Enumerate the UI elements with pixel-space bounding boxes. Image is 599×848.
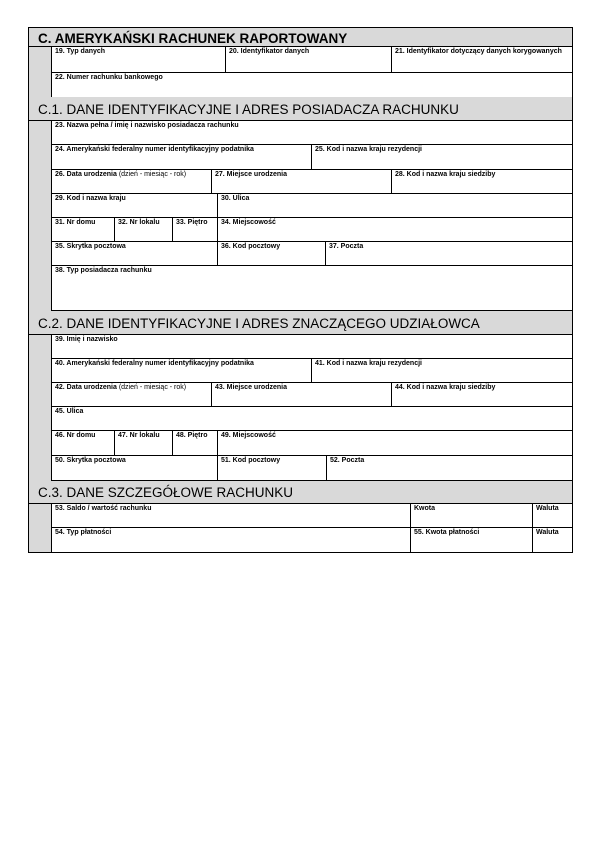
field-24-label: 24. Amerykański federalny numer identyfikacyjny podatnika [55, 146, 254, 153]
field-52-label: 52. Poczta [330, 457, 365, 464]
section-c3-title: C.3. DANE SZCZEGÓŁOWE RACHUNKU [38, 485, 294, 500]
field-23-label: 23. Nazwa pełna / imię i nazwisko posiadacza rachunku [55, 122, 239, 129]
field-33[interactable] [172, 218, 217, 242]
field-24[interactable] [51, 145, 311, 170]
field-50-label: 50. Skrytka pocztowa [55, 457, 126, 464]
section-c3-header [29, 481, 572, 504]
field-26[interactable] [51, 170, 211, 194]
field-23[interactable] [51, 121, 572, 145]
field-30-label: 30. Ulica [221, 195, 250, 202]
field-55-label: 55. Kwota płatności [414, 529, 480, 536]
field-42-hint: (dzień - miesiąc - rok) [118, 384, 187, 391]
field-28[interactable] [391, 170, 572, 194]
field-46[interactable] [51, 431, 114, 456]
field-37[interactable] [325, 242, 572, 266]
field-46-label: 46. Nr domu [55, 432, 96, 439]
field-26-label-text: 26. Data urodzenia [55, 171, 117, 178]
field-48[interactable] [172, 431, 217, 456]
field-55-currency-label: Waluta [536, 529, 559, 536]
field-39[interactable] [51, 335, 572, 359]
section-c1-title: C.1. DANE IDENTYFIKACYJNE I ADRES POSIADACZA RACHUNKU [38, 102, 459, 117]
field-43[interactable] [211, 383, 391, 407]
field-30[interactable] [217, 194, 572, 218]
section-c-title: C. AMERYKAŃSKI RACHUNEK RAPORTOWANY [38, 31, 348, 46]
field-54[interactable] [51, 528, 410, 552]
field-53-currency[interactable] [532, 504, 572, 528]
field-51[interactable] [217, 456, 326, 481]
field-52[interactable] [326, 456, 572, 481]
field-22-label: 22. Numer rachunku bankowego [55, 74, 163, 81]
field-44-label: 44. Kod i nazwa kraju siedziby [395, 384, 496, 391]
field-53-currency-label: Waluta [536, 505, 559, 512]
field-35[interactable] [51, 242, 217, 266]
field-31[interactable] [51, 218, 114, 242]
field-31-label: 31. Nr domu [55, 219, 96, 226]
field-35-label: 35. Skrytka pocztowa [55, 243, 126, 250]
section-c1-header [29, 97, 572, 121]
field-29-label: 29. Kod i nazwa kraju [55, 195, 126, 202]
field-36[interactable] [217, 242, 325, 266]
field-47-label: 47. Nr lokalu [118, 432, 160, 439]
field-27-label: 27. Miejsce urodzenia [215, 171, 287, 178]
field-26-label [55, 171, 186, 178]
field-27[interactable] [211, 170, 391, 194]
field-42[interactable] [51, 383, 211, 407]
field-20[interactable] [225, 47, 391, 73]
field-33-label: 33. Piętro [176, 219, 208, 226]
field-37-label: 37. Poczta [329, 243, 364, 250]
field-32-label: 32. Nr lokalu [118, 219, 160, 226]
field-40-label: 40. Amerykański federalny numer identyfikacyjny podatnika [55, 360, 254, 367]
field-19[interactable] [51, 47, 225, 73]
field-36-label: 36. Kod pocztowy [221, 243, 281, 250]
field-28-label: 28. Kod i nazwa kraju siedziby [395, 171, 496, 178]
section-c1-gutter [29, 121, 52, 311]
field-42-label [55, 384, 186, 391]
field-21[interactable] [391, 47, 572, 73]
field-53-label: 53. Saldo / wartość rachunku [55, 505, 152, 512]
field-38-label: 38. Typ posiadacza rachunku [55, 267, 152, 274]
section-c3-gutter [29, 504, 52, 552]
field-38[interactable] [51, 266, 572, 311]
form-part-c [28, 27, 573, 553]
field-22[interactable] [51, 73, 572, 98]
field-19-label: 19. Typ danych [55, 48, 106, 55]
field-49-label: 49. Miejscowość [221, 432, 276, 439]
field-45[interactable] [51, 407, 572, 431]
section-c2-gutter [29, 335, 52, 481]
field-40[interactable] [51, 359, 311, 383]
field-43-label: 43. Miejsce urodzenia [215, 384, 287, 391]
field-54-label: 54. Typ płatności [55, 529, 112, 536]
field-34[interactable] [217, 218, 572, 242]
section-c-gutter [29, 47, 52, 97]
field-39-label: 39. Imię i nazwisko [55, 336, 118, 343]
field-50[interactable] [51, 456, 217, 481]
field-25-label: 25. Kod i nazwa kraju rezydencji [315, 146, 422, 153]
field-53[interactable] [51, 504, 410, 528]
field-53-amount[interactable] [410, 504, 532, 528]
field-55[interactable] [410, 528, 532, 552]
section-c2-header [29, 311, 572, 335]
field-32[interactable] [114, 218, 172, 242]
field-26-hint: (dzień - miesiąc - rok) [118, 171, 187, 178]
field-20-label: 20. Identyfikator danych [229, 48, 310, 55]
field-41[interactable] [311, 359, 572, 383]
field-34-label: 34. Miejscowość [221, 219, 276, 226]
field-55-currency[interactable] [532, 528, 572, 552]
field-41-label: 41. Kod i nazwa kraju rezydencji [315, 360, 422, 367]
field-48-label: 48. Piętro [176, 432, 208, 439]
section-c-header [29, 28, 572, 47]
field-47[interactable] [114, 431, 172, 456]
section-c2-title: C.2. DANE IDENTYFIKACYJNE I ADRES ZNACZĄCEGO UDZIAŁOWCA [38, 316, 480, 331]
field-45-label: 45. Ulica [55, 408, 84, 415]
field-42-label-text: 42. Data urodzenia [55, 384, 117, 391]
field-49[interactable] [217, 431, 572, 456]
field-25[interactable] [311, 145, 572, 170]
field-21-label: 21. Identyfikator dotyczący danych korygowanych [395, 48, 562, 55]
field-53-amount-label: Kwota [414, 505, 435, 512]
field-51-label: 51. Kod pocztowy [221, 457, 281, 464]
field-44[interactable] [391, 383, 572, 407]
field-29[interactable] [51, 194, 217, 218]
